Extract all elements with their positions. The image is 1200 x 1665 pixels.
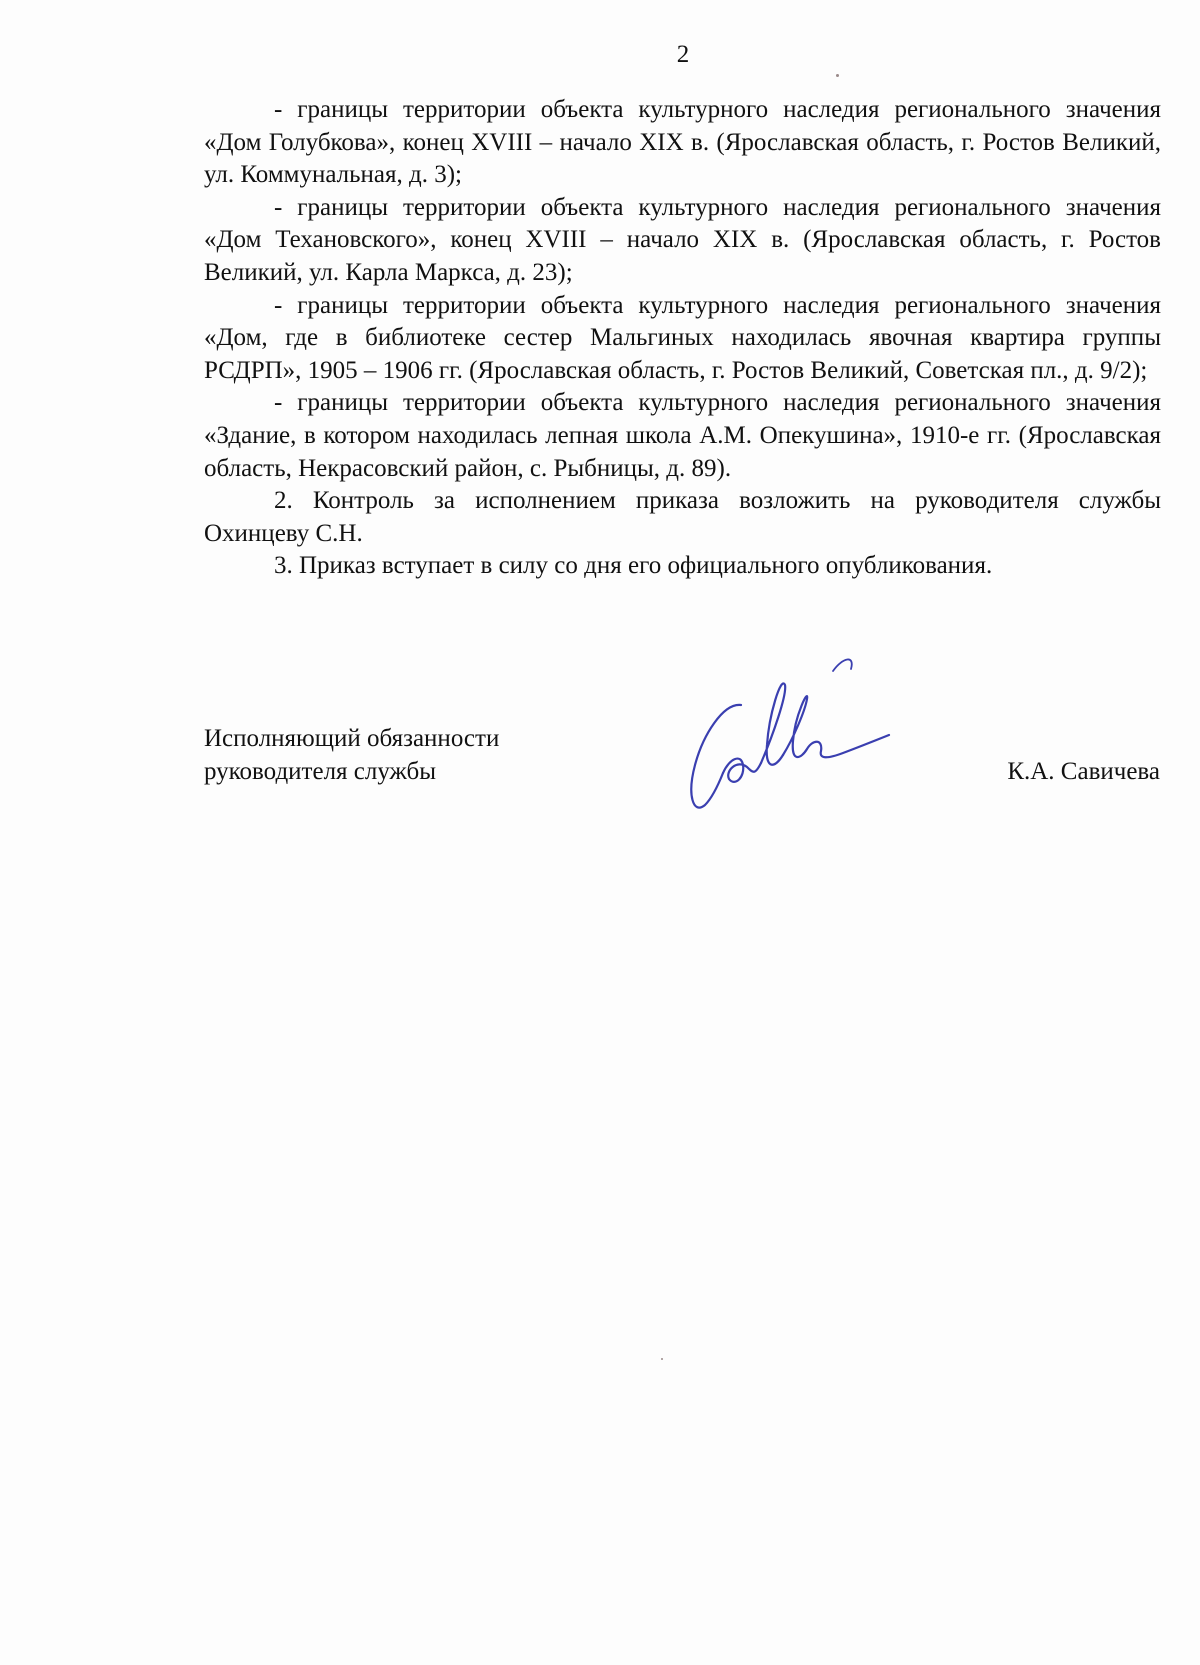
paragraph-effective-clause: 3. Приказ вступает в силу со дня его официального опубликования. — [274, 552, 993, 580]
page-number: 2 — [676, 41, 690, 68]
paragraph-boundary-tekhanovsky: - границы территории объекта культурного наследия регионального значения «Дом Техановского», конец XVIII – начало XIX в. (Ярославская область, г. Ростов Великий, ул. Карла Маркса, д. 23); — [204, 193, 1161, 286]
scan-speck — [836, 74, 839, 77]
signatory-position-line2: руководителя службы — [204, 757, 437, 785]
document-body — [204, 94, 1161, 583]
signer-name: К.А. Савичева — [1007, 758, 1160, 785]
paragraph-boundary-golubkov: - границы территории объекта культурного наследия регионального значения «Дом Голубкова», конец XVIII – начало XIX в. (Ярославская область, г. Ростов Великий, ул. Коммунальная, д. 3); — [204, 96, 1161, 189]
signatory-position-line1: Исполняющий обязанности — [204, 725, 500, 752]
paragraph-boundary-opekushin: - границы территории объекта культурного наследия регионального значения «Здание, в котором находилась лепная школа А.М. Опекушина», 1910-е гг. (Ярославская область, Некрасовский район, с. Рыбницы, д. 89). — [204, 389, 1161, 482]
handwritten-signature — [683, 655, 913, 820]
paragraph-boundary-malginy: - границы территории объекта культурного наследия регионального значения «Дом, где в библиотеке сестер Мальгиных находилась явочная квартира группы РСДРП», 1905 – 1906 гг. (Ярославская область, г. Ростов Великий, Советская пл., д. 9/2); — [204, 291, 1161, 384]
paragraph-control-clause: 2. Контроль за исполнением приказа возложить на руководителя службы Охинцеву С.Н. — [204, 487, 1161, 547]
scan-speck — [661, 1358, 663, 1360]
signatory-position — [204, 723, 499, 788]
